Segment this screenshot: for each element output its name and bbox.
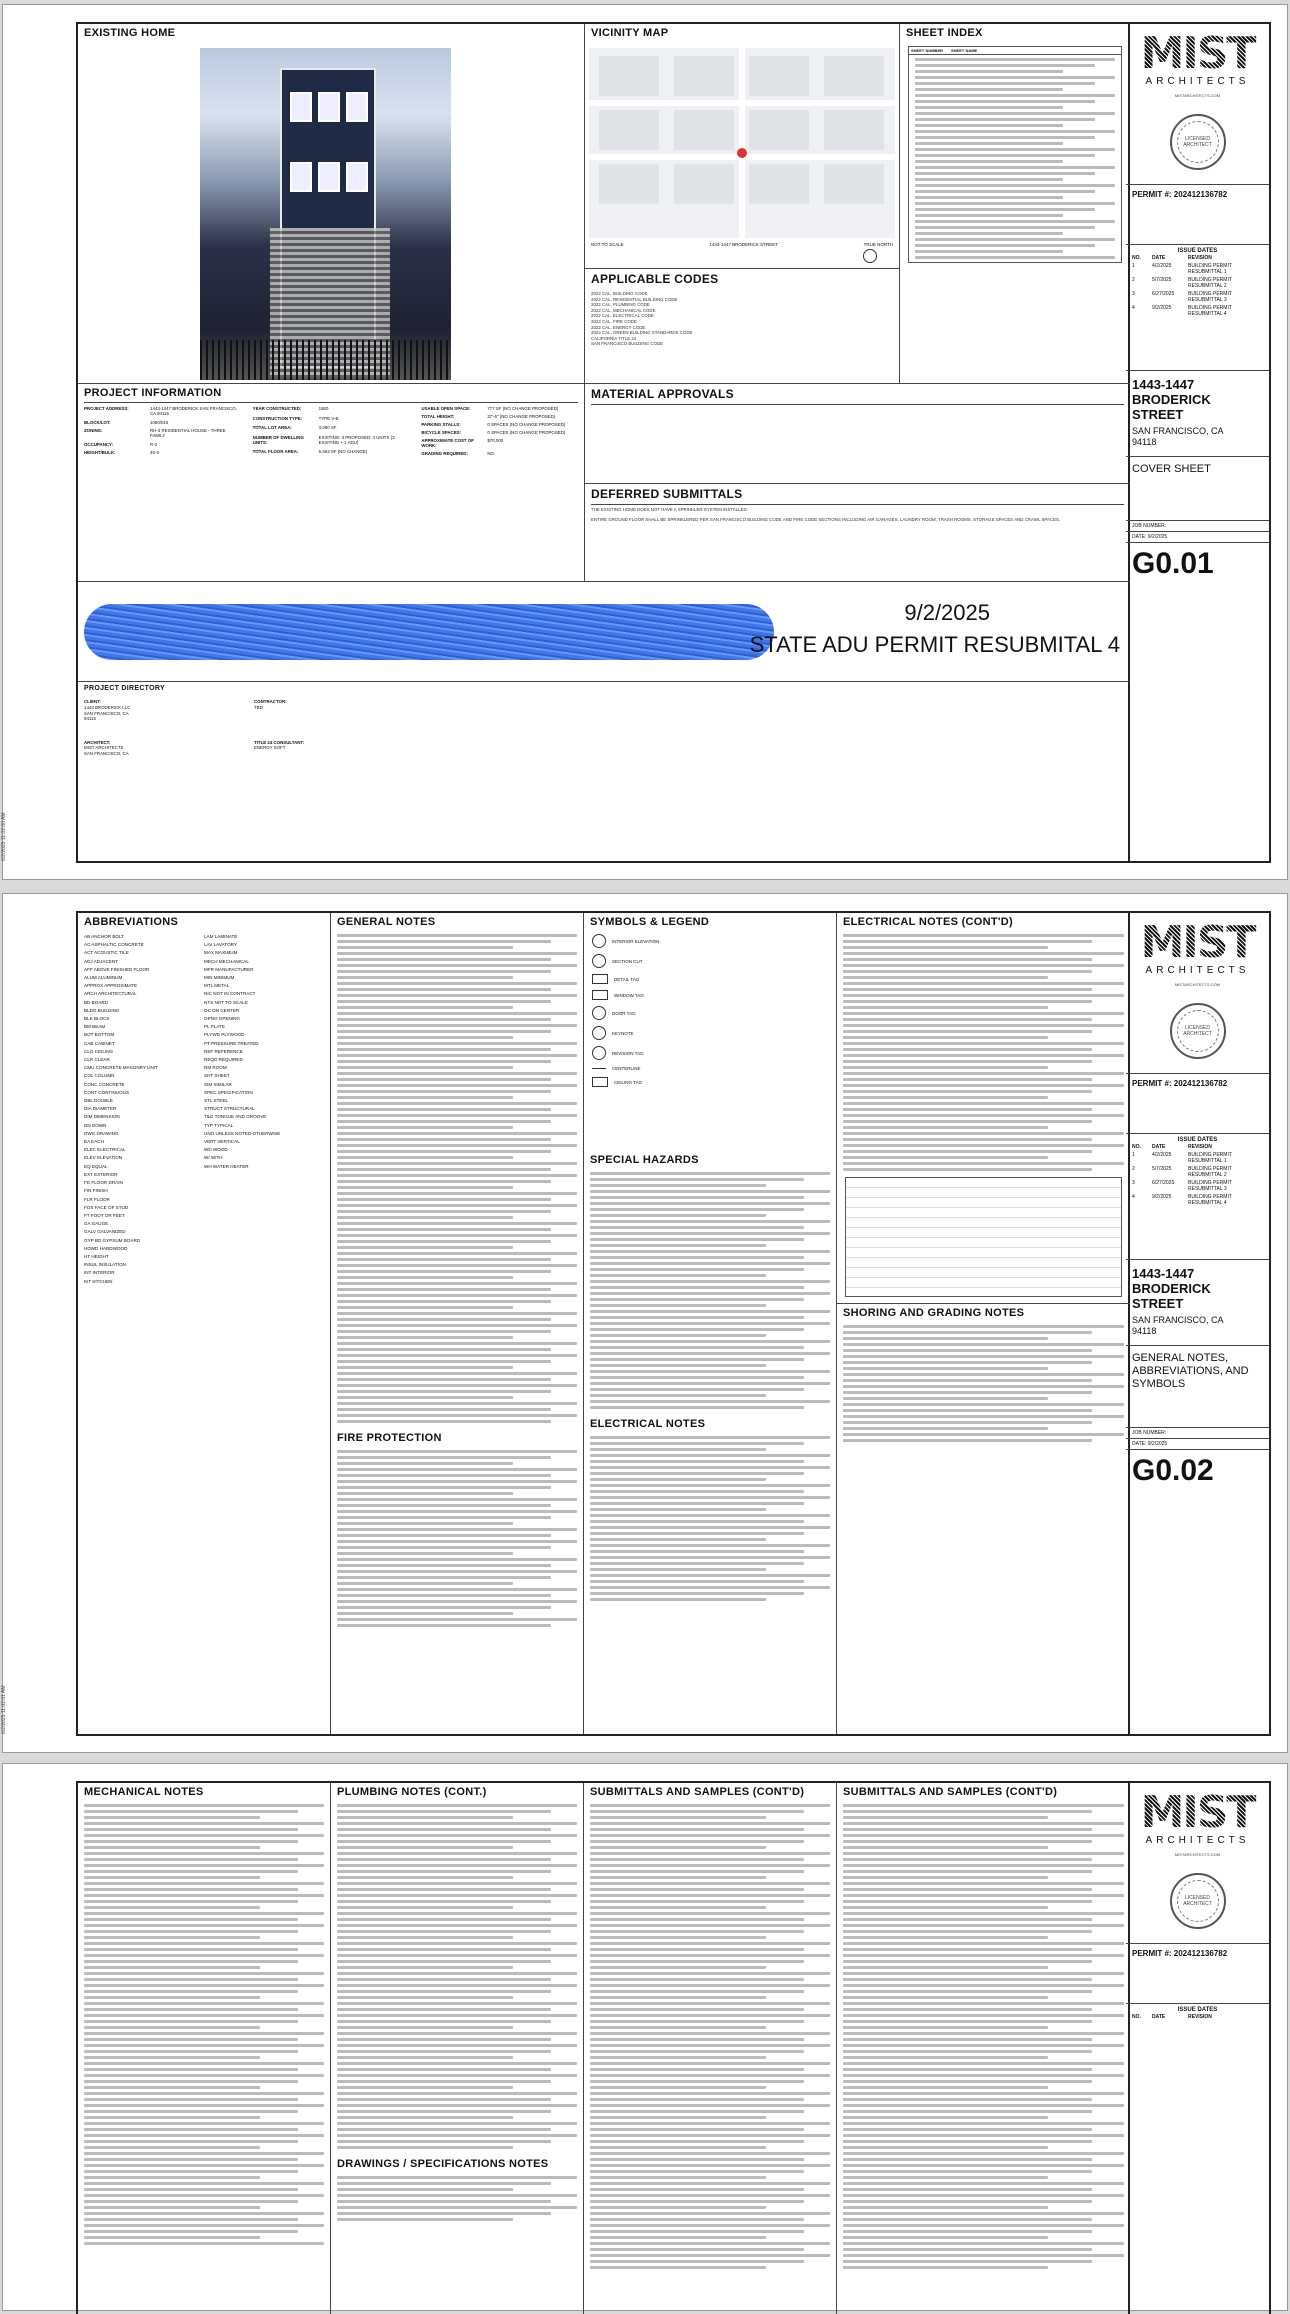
abbrev-item: VERT VERTICAL [204,1139,240,1145]
abbrev-item: INT INTERIOR [84,1270,115,1276]
abbrev-item: T&G TONGUE AND GROOVE [204,1114,267,1120]
symbol-label: INTERIOR ELEVATION [612,938,660,944]
abbrev-item: BOT BOTTOM [84,1032,115,1038]
site-marker [737,148,747,158]
fire-protection-title: FIRE PROTECTION [337,1432,442,1444]
applicable-codes-list [585,289,899,349]
symbol-icon [592,934,606,948]
applicable-codes-panel [585,269,900,384]
issue-row: 2 5/7/2025 BUILDING PERMIT RESUBMITTAL 2 [1132,1166,1232,1178]
fire-protection-body [331,1450,583,1627]
title-block-2: MIST ARCHITECTS MISTARCHITECTS.COM LICENSED ARCHITECT PERMIT #: 202412136782 ISSUE DATES NO. DATE REVISION 1 4/2/2025 BUILDING PERMIT RESUBMITTAL 1 2 5/7/2025 BUILDING PERMIT RESUBMITTAL 2 3 6/27/2025 BUILDING PERMIT RESUBMITTAL 3 4 9/2/2025 BUILDING PERMIT RESUBMITTAL 4 1443-1447 BRODERICK STREET SAN FRANCISCO, CA 94118 GENERAL NOTES, ABBREVIATIONS, AND SYMBOLS JOB NUMBER: DATE: 9/2/2025 G0.02 [1126,913,1269,1734]
electrical-cont-body [837,934,1130,1171]
abbrev-item: TYP TYPICAL [204,1122,234,1128]
symbol-label: CEILING TAG [614,1079,643,1085]
abbrev-item: ELEV ELEVATION [84,1155,123,1161]
abbrev-item: EQ EQUAL [84,1163,108,1169]
existing-home-title: EXISTING HOME [84,27,176,39]
submittals-body-1 [584,1804,836,2269]
project-info-col-3: USABLE OPEN SPACE: 777 SF (NO CHANGE PROPOSED) TOTAL HEIGHT: 37'-6" (NO CHANGE PROPOSED) PARKING STALLS: 0 SPACES (NO CHANGE PROPOSED) BICYCLE SPACES: 0 SPACES (NO CHANGE PROPOSED) APPROXIMATE COST OF WORK: $70,000 GRADING REQUIRED: NO [421,406,566,456]
title-block-3: MIST ARCHITECTS MISTARCHITECTS.COM LICENSED ARCHITECT PERMIT #: 202412136782 ISSUE DATES NO. DATE REVISION [1126,1783,1269,2314]
abbrev-item: MFR MANUFACTURER [204,966,254,972]
sheet-name: COVER SHEET [1132,463,1211,475]
abbrev-item: DIA DIAMETER [84,1106,117,1112]
existing-home-photo [200,48,451,380]
abbrev-item: ALUM ALUMINUM [84,975,123,981]
north-arrow-label: TRUE NORTH [863,242,893,247]
abbrev-item: DN DOWN [84,1122,107,1128]
symbol-icon [592,1068,606,1069]
file-stamp: 6/2/2025 11:02:01 AM [1,1685,7,1734]
symbol-row [584,951,836,971]
abbrev-item: APPROX APPROXIMATE [84,983,138,989]
project-info-title: PROJECT INFORMATION [84,387,222,399]
abbrev-item: LAV LAVATORY [204,942,237,948]
vicinity-map-panel [585,24,900,269]
electrical-notes-body [584,1436,836,1601]
abbrev-item: OPNG OPENING [204,1016,240,1022]
symbol-label: KEYNOTE [612,1030,634,1036]
cover-main [78,24,1130,861]
abbrev-item: EXT EXTERIOR [84,1171,118,1177]
abbrev-item: CLR CLEAR [84,1057,110,1063]
abbrev-item: REQD REQUIRED [204,1057,243,1063]
general-notes-title: GENERAL NOTES [337,916,436,928]
firm-logo: MIST ARCHITECTS MISTARCHITECTS.COM [1126,913,1269,989]
abbrev-item: CONT CONTINUOUS [84,1089,130,1095]
issue-dates-title: ISSUE DATES [1177,2007,1218,2013]
symbol-row [584,987,836,1003]
code-item: SAN FRANCISCO BUILDING CODE [591,341,663,347]
symbol-label: REVISION TAG [612,1050,644,1056]
abbrev-item: NTS NOT TO SCALE [204,999,248,1005]
permit-number: PERMIT #: 202412136782 [1132,190,1228,199]
code-item: CALIFORNIA TITLE 24 [591,335,637,341]
drawings-title: DRAWINGS / SPECIFICATIONS NOTES [337,2158,549,2170]
abbrev-item: RM ROOM [204,1065,227,1071]
title-block-1: MIST ARCHITECTS MISTARCHITECTS.COM LICENSED ARCHITECT PERMIT #: 202412136782 ISSUE DATES NO. DATE REVISION 1 4/2/2025 BUILDING PERMIT RESUBMITTAL 1 2 5/7/2025 BUILDING PERMIT RESUBMITTAL 2 3 6/27/2025 BUILDING PERMIT RESUBMITTAL 3 4 9/2/2025 BUILDING PERMIT RESUBMITTAL 4 1443-1447 BRODERICK STREET SAN FRANCISCO, CA 94118 COVER SHEET JOB NUMBER: DATE: 9/2/2025 G0.01 [1126,24,1269,861]
abbrev-list-left [84,933,204,1286]
abbreviations-title: ABBREVIATIONS [84,916,179,928]
submittals-col-1 [584,1783,837,2314]
abbrev-item: MAX MAXIMUM [204,950,238,956]
abbreviations-col [78,913,331,1734]
material-approvals-title: MATERIAL APPROVALS [591,387,734,401]
abbrev-item: W/ WITH [204,1155,223,1161]
sheet-cover [2,4,1288,880]
symbol-label: SECTION CUT [612,958,643,964]
abbrev-item: CONC CONCRETE [84,1081,125,1087]
abbrev-item: MTL METAL [204,983,230,989]
abbrev-item: NIC NOT IN CONTRACT [204,991,256,997]
firm-logo: MIST ARCHITECTS MISTARCHITECTS.COM [1126,24,1269,100]
abbrev-item: DIM DIMENSION [84,1114,120,1120]
symbol-icon [592,1077,608,1087]
code-item: 2022 CAL. ELECTRICAL CODE [591,313,654,319]
existing-home-panel [78,24,585,384]
project-directory-grid: CLIENT: 1443 BRODERICK LLC SAN FRANCISCO, CA 94115 ARCHITECT: MIST ARCHITECTS SAN FRANCISCO, CA CONTRACTOR: TBD TITLE 24 CONSULTANT: ENERGY SOFT [84,699,305,757]
abbrev-item: STRUCT STRUCTURAL [204,1106,255,1112]
front-fence [200,340,451,380]
issue-row: 3 6/27/2025 BUILDING PERMIT RESUBMITTAL 3 [1132,1180,1232,1192]
material-approvals-panel [585,384,1130,484]
map-scale-note: NOT TO SCALE [591,242,624,247]
north-arrow-icon [863,249,877,263]
submittals-title-1: SUBMITTALS AND SAMPLES (CONT'D) [590,1786,805,1798]
issue-dates-title: ISSUE DATES [1177,1137,1218,1143]
abbrev-item: OC ON CENTER [204,1007,240,1013]
sheet-index-title: SHEET INDEX [906,27,983,39]
abbrev-item: STL STEEL [204,1098,229,1104]
architect-seal: LICENSED ARCHITECT [1170,114,1226,170]
sheet-number: G0.02 [1132,1454,1214,1487]
abbrev-item: PL PLATE [204,1024,225,1030]
code-item: 2022 CAL. BUILDING CODE [591,291,648,296]
plumbing-body [331,1804,583,2149]
plumbing-col [331,1783,584,2314]
file-stamp: 6/2/2025 11:02:00 AM [1,812,7,861]
abbrev-item: HDWD HARDWOOD [84,1245,128,1251]
symbols-list [584,931,836,1151]
abbrev-item: FOS FACE OF STUD [84,1204,129,1210]
code-item: 2022 CAL. ENERGY CODE [591,324,646,330]
abbrev-item: ARCH ARCHITECTURAL [84,991,137,997]
deferred-submittals-panel [585,484,1130,582]
symbol-row [584,1074,836,1090]
sheet-notes-cont [2,1763,1288,2311]
electrical-cont-col [837,913,1130,1734]
symbol-row [584,1043,836,1063]
project-info-panel [78,384,585,582]
submittal-band [78,582,1130,682]
date-value: 9/2/2025 [1147,534,1168,540]
submittal-date: 9/2/2025 [904,600,990,625]
abbrev-item: KIT KITCHEN [84,1278,113,1284]
project-directory-panel [78,682,1130,865]
symbol-label: WINDOW TAG [614,992,644,998]
issue-row: 4 9/2/2025 BUILDING PERMIT RESUBMITTAL 4 [1132,305,1232,317]
dir-role-title24: TITLE 24 CONSULTANT: [254,739,305,745]
vicinity-map [589,48,895,238]
sheet-name: GENERAL NOTES, ABBREVIATIONS, AND SYMBOLS [1132,1352,1249,1390]
project-info-col-1: PROJECT ADDRESS: 1443-1447 BRODERICK SAN FRANCISCO, CA 94115 BLOCK/LOT: 1060/016 ZONING: RH-3 RESIDENTIAL HOUSE - THREE FAMILY OCCUPANCY: R-3 HEIGHT/BULK: 40-X [84,406,237,456]
electrical-cont-title: ELECTRICAL NOTES (CONT'D) [843,916,1014,928]
abbrev-item: SHT SHEET [204,1073,230,1079]
deferred-submittal-2: ENTIRE GROUND FLOOR SHALL BE SPRINKLERED PER SAN FRANCISCO BUILDING CODE AND FIRE CODE SECTIONS INCLUDING AIR GARAGES, LAUNDRY ROOM, TRASH ROOMS, STORAGE SPACES AND CRAWL SPACES. [591,516,1061,522]
project-info-col-2: YEAR CONSTRUCTED: 1900 CONSTRUCTION TYPE: TYPE V-B TOTAL LOT AREA: 3,080 SF NUMBER OF DWELLING UNITS: EXISTING: 3 PROPOSED: 4 UNITS (3 EXISTING + 1 ADU) TOTAL FLOOR AREA: 6,563 SF (NO CHANGE) [252,406,395,455]
general-notes-body [331,934,583,1423]
symbol-row [584,1063,836,1074]
date-label: DATE: [1132,1441,1147,1447]
submittals-body-2 [837,1804,1130,2269]
deferred-submittal-1: THE EXISTING HOME DOES NOT HAVE A SPRINKLER SYSTEM INSTALLED. [591,507,748,512]
abbrev-item: REF REFERENCE [204,1048,243,1054]
job-number-label: JOB NUMBER: [1132,1430,1167,1436]
abbrev-item: DWG DRAWING [84,1130,119,1136]
project-address: 1443-1447 BRODERICK STREET SAN FRANCISCO, CA 94118 [1132,377,1224,447]
dir-role-client: CLIENT: [84,699,101,704]
special-hazards-body [584,1172,836,1409]
abbrev-item: PLYWD PLYWOOD [204,1032,245,1038]
code-item: 2022 CAL. FIRE CODE [591,318,637,324]
abbrev-item: ACT ACOUSTIC TILE [84,950,129,956]
mechanical-col [78,1783,331,2314]
issue-row: 1 4/2/2025 BUILDING PERMIT RESUBMITTAL 1 [1132,1152,1232,1164]
general-notes-col [331,913,584,1734]
vicinity-map-title: VICINITY MAP [591,27,669,39]
abbrev-item: AC ASPHALTIC CONCRETE [84,942,144,948]
submittals-title-2: SUBMITTALS AND SAMPLES (CONT'D) [843,1786,1058,1798]
abbrev-item: BLDG BUILDING [84,1007,120,1013]
project-address: 1443-1447 BRODERICK STREET SAN FRANCISCO, CA 94118 [1132,1266,1224,1336]
abbrev-item: GALV GALVANIZED [84,1229,126,1235]
abbrev-item: COL COLUMN [84,1073,115,1079]
abbrev-item: SPEC SPECIFICATION [204,1089,253,1095]
abbrev-item: AB ANCHOR BOLT [84,934,124,939]
code-item: 2022 CAL. GREEN BUILDING STANDARDS CODE [591,330,693,336]
drawings-body [331,2176,583,2221]
sheet-index-col-number: SHEET NUMBER [911,48,944,53]
issue-row: 1 4/2/2025 BUILDING PERMIT RESUBMITTAL 1 [1132,263,1232,275]
symbol-row [584,1023,836,1043]
shoring-title: SHORING AND GRADING NOTES [837,1303,1130,1322]
sheet-index-col-name: SHEET NAME [951,48,978,53]
abbrev-item: CLG CEILING [84,1048,114,1054]
abbrev-item: GYP BD GYPSUM BOARD [84,1237,141,1243]
special-hazards-title: SPECIAL HAZARDS [590,1154,699,1166]
date-value: 9/2/2025 [1147,1441,1168,1447]
dir-role-contractor: CONTRACTOR: [254,699,287,704]
code-item: 2022 CAL. PLUMBING CODE [591,302,650,308]
abbrev-item: CMU CONCRETE MASONRY UNIT [84,1065,158,1071]
sheet-number: G0.01 [1132,547,1214,580]
abbrev-item: SIM SIMILAR [204,1081,232,1087]
abbrev-item: HT HEIGHT [84,1253,109,1259]
date-label: DATE: [1132,534,1147,540]
symbol-label: DETAIL TAG [614,976,640,982]
map-site-label: 1443-1447 BRODERICK STREET [709,242,778,247]
issue-row: 2 5/7/2025 BUILDING PERMIT RESUBMITTAL 2 [1132,277,1232,289]
symbol-icon [592,954,606,968]
applicable-codes-title: APPLICABLE CODES [591,272,719,286]
symbols-title: SYMBOLS & LEGEND [590,916,710,928]
abbrev-item: AFF ABOVE FINISHED FLOOR [84,966,150,972]
sheet-frame [76,22,1271,863]
submittal-label: STATE ADU PERMIT RESUBMITAL 4 [749,632,1120,657]
abbrev-item: BM BEAM [84,1024,106,1030]
symbol-label: DOOR TAG [612,1010,636,1016]
abbrev-item: MECH MECHANICAL [204,958,249,964]
abbrev-item: FT FOOT OR FEET [84,1212,125,1218]
abbrev-item: GA GAUGE [84,1221,109,1227]
notes-main [78,913,1130,1734]
deferred-submittals-title: DEFERRED SUBMITTALS [591,487,743,501]
abbrev-item: INSUL INSULATION [84,1262,126,1268]
symbol-icon [592,1026,606,1040]
abbrev-item: WD WOOD [204,1147,228,1153]
symbol-row [584,931,836,951]
symbol-row [584,971,836,987]
lighting-table [845,1177,1122,1297]
abbrev-item: ELEC ELECTRICAL [84,1147,126,1153]
abbrev-item: BD BOARD [84,999,108,1005]
abbrev-item: FD FLOOR DRAIN [84,1180,123,1186]
issue-dates-title: ISSUE DATES [1177,248,1218,254]
notes-cont-main [78,1783,1130,2314]
permit-number: PERMIT #: 202412136782 [1132,1949,1228,1958]
abbrev-item: PT PRESSURE TREATED [204,1040,259,1046]
abbrev-item: MIN MINIMUM [204,975,235,981]
submittals-col-2 [837,1783,1130,2314]
shoring-body [837,1325,1130,1442]
permit-number: PERMIT #: 202412136782 [1132,1079,1228,1088]
abbrev-item: UNO UNLESS NOTED OTHERWISE [204,1130,281,1136]
dir-role-architect: ARCHITECT: [84,739,111,745]
abbrev-item: BLK BLOCK [84,1016,110,1022]
issue-row: 3 6/27/2025 BUILDING PERMIT RESUBMITTAL 3 [1132,291,1232,303]
mechanical-body [78,1804,330,2245]
code-item: 2022 CAL. RESIDENTIAL BUILDING CODE [591,296,678,302]
redaction-scribble [84,604,774,660]
abbrev-item: DBL DOUBLE [84,1098,113,1104]
mechanical-title: MECHANICAL NOTES [84,1786,204,1798]
electrical-notes-title: ELECTRICAL NOTES [590,1418,706,1430]
abbrev-item: LAM LAMINATE [204,934,238,939]
abbrev-item: CAB CABINET [84,1040,115,1046]
project-directory-title: PROJECT DIRECTORY [84,685,165,692]
architect-seal: LICENSED ARCHITECT [1170,1003,1226,1059]
architect-seal: LICENSED ARCHITECT [1170,1873,1226,1929]
abbrev-list-right [204,933,324,1286]
symbol-icon [592,990,608,1000]
symbol-icon [592,974,608,984]
symbol-label: CENTERLINE [612,1066,641,1071]
job-number-label: JOB NUMBER: [1132,523,1167,529]
issue-row: 4 9/2/2025 BUILDING PERMIT RESUBMITTAL 4 [1132,1194,1232,1206]
sheet-frame [76,911,1271,1736]
symbol-icon [592,1006,606,1020]
abbrev-item: ADJ ADJACENT [84,958,118,964]
sheet-general-notes [2,893,1288,1753]
abbrev-item: FIN FINISH [84,1188,108,1194]
sheet-index-panel [900,24,1130,384]
plumbing-title: PLUMBING NOTES (CONT.) [337,1786,487,1798]
abbrev-item: WH WATER HEATER [204,1163,249,1169]
sheet-index-rows [909,58,1121,259]
symbols-col [584,913,837,1734]
symbol-icon [592,1046,606,1060]
abbrev-item: EA EACH [84,1139,104,1145]
abbrev-item: FLR FLOOR [84,1196,110,1202]
firm-logo: MIST ARCHITECTS MISTARCHITECTS.COM [1126,1783,1269,1859]
sheet-frame [76,1781,1271,2314]
symbol-row [584,1003,836,1023]
code-item: 2022 CAL. MECHANICAL CODE [591,307,656,313]
